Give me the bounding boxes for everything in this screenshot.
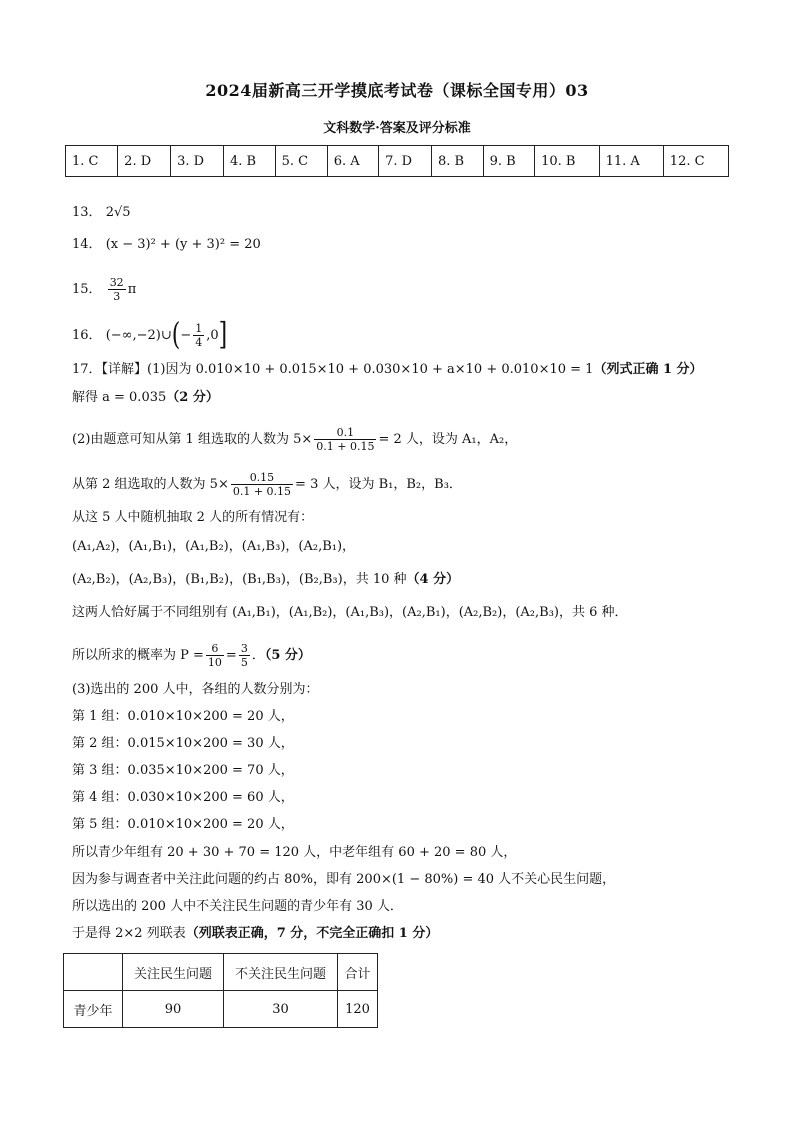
pi-symbol: π	[127, 282, 137, 297]
answer-cell: 9. B	[483, 146, 535, 177]
solution-text: 所以所求的概率为 P =	[72, 648, 204, 663]
table-header-row	[64, 954, 378, 991]
solution-17-concern-rate: 因为参与调查者中关注此问题的约占 80%，即有 200×(1 − 80%) = 40 人不关心民生问题，	[72, 872, 616, 887]
interval-end: ,0	[206, 328, 219, 343]
table-cell: 青少年	[64, 991, 123, 1028]
solution-text: = 2 人，设为 A₁，A₂，	[378, 432, 518, 447]
answer-cell: 11. A	[599, 146, 663, 177]
interval-part: (−∞,−2)∪	[105, 328, 172, 343]
solution-label: 17．【详解】	[72, 362, 148, 377]
solution-17-table-intro	[72, 925, 438, 943]
score-note: （4 分）	[406, 572, 460, 587]
solution-17-result	[72, 389, 219, 407]
table-header-cell: 关注民生问题	[123, 954, 224, 991]
answer-cell: 3. D	[171, 146, 224, 177]
answer-cell: 10. B	[535, 146, 599, 177]
answer-key-table	[65, 145, 729, 177]
group-3-count: 第 3 组：0.035×10×200 = 70 人，	[72, 763, 294, 778]
answer-cell: 2. D	[118, 146, 171, 177]
table-header-cell: 不关注民生问题	[224, 954, 338, 991]
group-2-count: 第 2 组：0.015×10×200 = 30 人，	[72, 736, 294, 751]
solution-17-favorable: 这两人恰好属于不同组别有 (A₁,B₁)，(A₁,B₂)，(A₁,B₃)，(A₂,B₁)，(A₂,B₂)，(A₂,B₃)，共 6 种．	[72, 605, 628, 620]
table-row	[64, 991, 378, 1028]
contingency-table	[63, 953, 378, 1028]
solution-17-cases-intro: 从这 5 人中随机抽取 2 人的所有情况有：	[72, 510, 314, 525]
answer-15	[72, 276, 136, 303]
page-subtitle: 文科数学·答案及评分标准	[323, 121, 471, 136]
question-number: 15．	[72, 282, 102, 297]
answer-13	[72, 204, 131, 222]
solution-17-probability: 所以所求的概率为 P = $\frac{6}{10}$ = $\frac{3}{5}$ ．（5 分）	[72, 642, 311, 669]
table-header-cell: 合计	[338, 954, 378, 991]
solution-text: 于是得 2×2 列联表	[72, 926, 186, 941]
question-number: 16．	[72, 328, 102, 343]
solution-17-cases-line1: (A₁,A₂)，(A₁,B₁)，(A₁,B₂)，(A₁,B₃)，(A₂,B₁)，	[72, 539, 356, 554]
answer-cell: 12. C	[663, 146, 728, 177]
solution-17-age-groups: 所以青少年组有 20 + 30 + 70 = 120 人，中老年组有 60 + 20 = 80 人，	[72, 845, 517, 860]
score-note: （列联表正确，7 分，不完全正确扣 1 分）	[185, 926, 439, 941]
group-1-count: 第 1 组：0.010×10×200 = 20 人，	[72, 709, 294, 724]
fraction: $\frac{3}{5}$	[240, 642, 248, 669]
solution-text: 解得 a = 0.035	[72, 390, 167, 405]
fraction: $\frac{32}{3}$	[109, 276, 124, 303]
solution-text: (A₂,B₂)，(A₂,B₃)，(B₁,B₂)，(B₁,B₃)，(B₂,B₃)，共 10 种	[72, 572, 407, 587]
solution-text: (1)因为 0.010×10 + 0.015×10 + 0.030×10 + a×10 + 0.010×10 = 1	[147, 362, 594, 377]
answer-cell: 1. C	[66, 146, 118, 177]
solution-17-cases-line2	[72, 571, 459, 589]
fraction: $\frac{0.1}{0.1 + 0.15}$	[316, 426, 375, 453]
solution-text: = 3 人，设为 B₁，B₂，B₃．	[295, 477, 462, 492]
solution-text: (2)由题意可知从第 1 组选取的人数为 5×	[72, 432, 313, 447]
score-note: （2 分）	[166, 390, 219, 405]
solution-17-part2-group2	[72, 471, 462, 498]
solution-17-part2-group1	[72, 426, 517, 453]
solution-17-part1	[72, 361, 703, 379]
table-cell: 120	[338, 991, 378, 1028]
page-title: 2024届新高三开学摸底考试卷（课标全国专用）03	[205, 81, 589, 100]
answer-16: 16． (−∞,−2)∪(− $\frac{1}{4}$ ,0]	[72, 317, 228, 353]
answer-value: 2√5	[105, 205, 131, 220]
fraction: $\frac{6}{10}$	[207, 642, 222, 669]
table-cell: 90	[123, 991, 224, 1028]
score-note: （列式正确 1 分）	[593, 362, 703, 377]
answer-key-row	[66, 146, 729, 177]
score-note: （5 分）	[264, 648, 311, 663]
answer-cell: 7. D	[379, 146, 432, 177]
table-header-cell	[64, 954, 123, 991]
answer-cell: 6. A	[327, 146, 378, 177]
fraction: $\frac{0.15}{0.1 + 0.15}$	[232, 471, 292, 498]
answer-14	[72, 236, 261, 254]
group-5-count: 第 5 组：0.010×10×200 = 20 人，	[72, 817, 294, 832]
answer-cell: 4. B	[224, 146, 276, 177]
answer-value: (x − 3)² + (y + 3)² = 20	[105, 237, 261, 252]
solution-17-youth-unconcerned: 所以选出的 200 人中不关注民生问题的青少年有 30 人．	[72, 899, 403, 914]
solution-text: 从第 2 组选取的人数为 5×	[72, 477, 229, 492]
question-number: 14．	[72, 237, 102, 252]
solution-17-part3: (3)选出的 200 人中，各组的人数分别为：	[72, 682, 319, 697]
table-cell: 30	[224, 991, 338, 1028]
answer-cell: 8. B	[432, 146, 484, 177]
fraction: $\frac{1}{4}$	[195, 322, 203, 349]
group-4-count: 第 4 组：0.030×10×200 = 60 人，	[72, 790, 294, 805]
question-number: 13．	[72, 205, 102, 220]
answer-cell: 5. C	[275, 146, 327, 177]
